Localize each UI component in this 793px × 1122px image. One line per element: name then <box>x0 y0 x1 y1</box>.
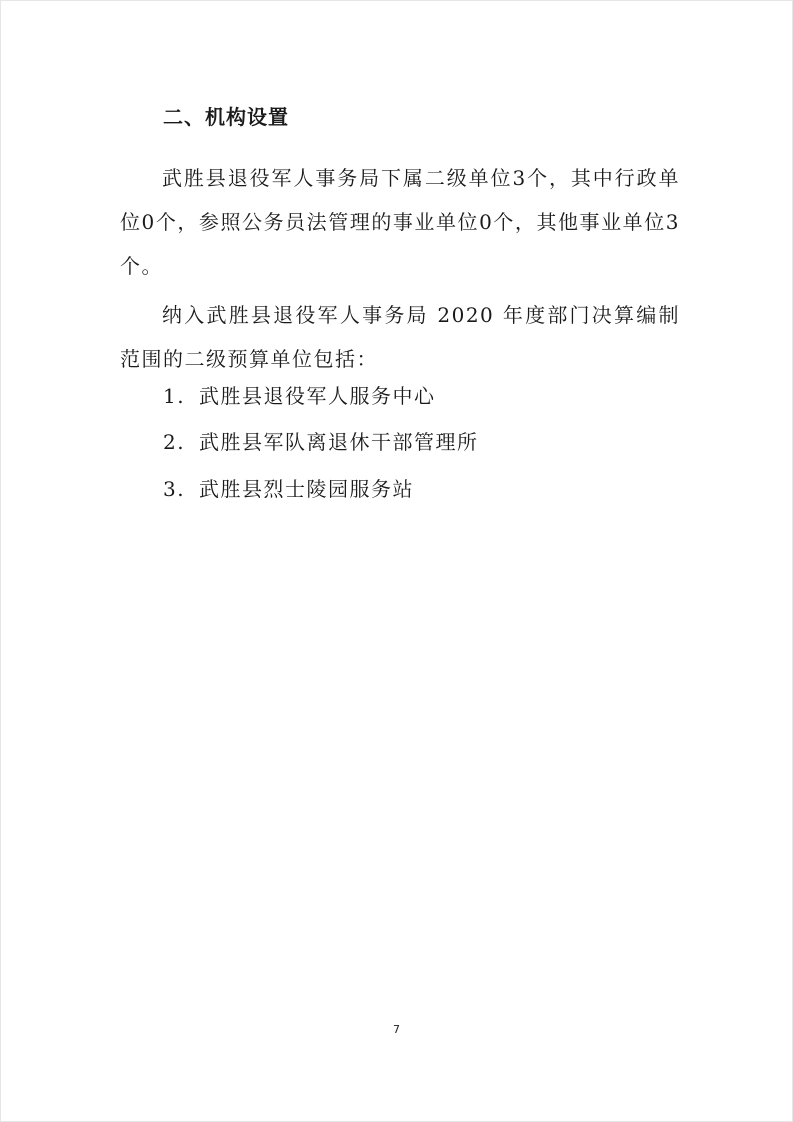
list-item-number: 3. <box>163 477 186 501</box>
paragraph-scope-intro: 纳入武胜县退役军人事务局 2020 年度部门决算编制范围的二级预算单位包括： <box>120 303 680 371</box>
list-item <box>163 474 414 504</box>
list-item-text: 武胜县退役军人服务中心 <box>199 384 436 408</box>
list-item-text: 武胜县军队离退休干部管理所 <box>199 430 479 454</box>
list-item-number: 1. <box>163 384 186 408</box>
list-item-number: 2. <box>163 430 186 454</box>
list-item-text: 武胜县烈士陵园服务站 <box>199 477 414 501</box>
list-item <box>163 427 479 457</box>
section-heading: 二、机构设置 <box>163 105 289 129</box>
list-item <box>163 381 436 411</box>
paragraph-unit-count: 武胜县退役军人事务局下属二级单位3个，其中行政单位0个，参照公务员法管理的事业单位0个，其他事业单位3个。 <box>120 166 680 278</box>
page-number: 7 <box>393 1023 400 1036</box>
